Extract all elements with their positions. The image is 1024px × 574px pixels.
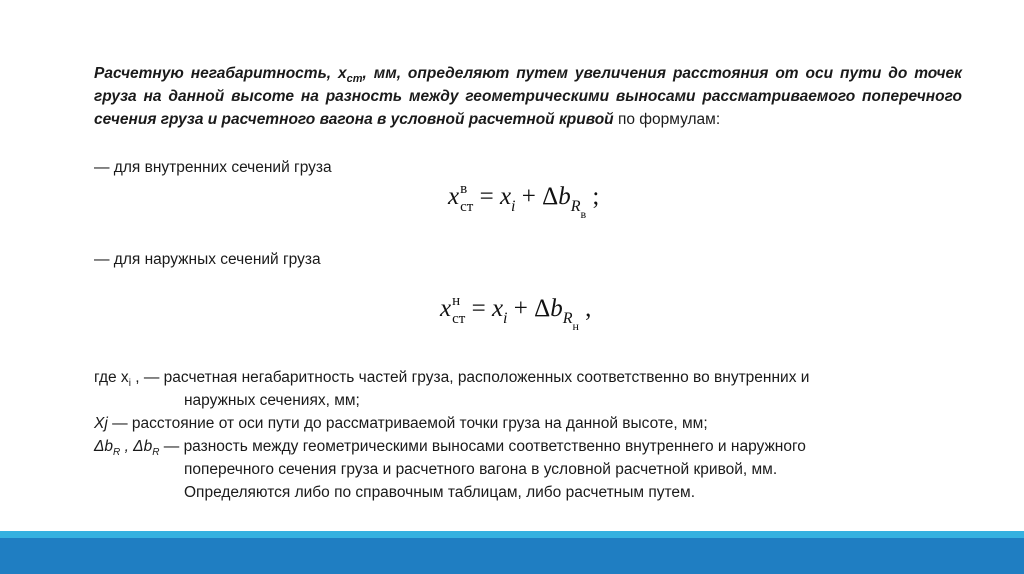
definition-xi-continued: наружных сечениях, мм; [184,392,360,409]
formula-inner-var: x [448,183,460,211]
footer-bar-light [0,531,1024,538]
formula-inner-sup: в [460,181,468,197]
formula-outer-supsub [452,294,465,327]
formula-inner-b: b [558,183,571,211]
formula-inner-end: ; [586,183,600,211]
definition-delta-b-continued: поперечного сечения груза и расчетного вагона в условной расчетной кривой, мм. [184,461,778,478]
intro-paragraph [94,62,962,131]
formula-outer-xi-sub: i [503,310,508,328]
formula-outer-end: , [578,295,592,323]
definition-xi-term: где x [94,369,129,386]
formula-inner-r-sub: в [580,207,587,222]
footer-bar-dark [0,538,1024,574]
formula-outer-eq: = [465,295,492,323]
formula-outer-r: R [562,310,573,328]
item-inner: — для внутренних сечений груза [94,159,332,176]
formula-outer-plus: + Δ [507,295,551,323]
formula-outer-r-sub: н [572,319,579,334]
formula-inner-plus: + Δ [515,183,559,211]
formula-inner-xi-sub: i [511,198,516,216]
formula-outer-xi: x [491,295,504,323]
definitions [94,366,974,504]
formula-inner-eq: = [473,183,500,211]
formula-inner-sub: ст [460,199,474,215]
intro-text-2: , мм, определяют путем увеличения расстояния от оси пути до точек груза на данной высоте на разность между геометрическими выносами рассматриваемого поперечного сечения груза и расчетного вагона в условной расчетной кривой [94,65,962,128]
definition-delta-b-term2: , Δb [120,438,153,455]
formula-inner-xi: x [499,183,512,211]
definition-xj-text: — расстояние от оси пути до рассматриваемой точки груза на данной высоте, мм; [107,415,708,432]
definition-xi [94,366,974,389]
formula-outer-b: b [550,295,563,323]
definition-xj-term: Xj [94,415,108,432]
formula-outer-var: x [440,295,452,323]
intro-text-3: по формулам: [613,111,721,128]
definition-delta-b-note: Определяются либо по справочным таблицам, либо расчетным путем. [184,484,696,501]
definition-delta-b-term1: Δb [94,438,114,455]
item-outer: — для наружных сечений груза [94,251,321,268]
definition-delta-b-text: — разность между геометрическими выносами соответственно внутреннего и наружного [159,438,806,455]
definition-xi-sub: i [128,378,131,390]
formula-inner-supsub [460,182,473,215]
definition-delta-b-sub2: R [152,447,160,459]
formula-outer-sup: н [452,293,461,309]
intro-sub: ст [346,73,363,86]
definition-xj [94,412,974,435]
definition-xi-text: , — расчетная негабаритность частей груза, расположенных соответственно во внутренних и [130,369,810,386]
formula-outer [440,294,591,341]
definition-delta-b [94,435,974,458]
definition-delta-b-sub1: R [113,447,121,459]
formula-outer-sub: ст [452,311,466,327]
formula-inner [448,182,599,229]
formula-inner-r: R [570,198,581,216]
intro-text-1: Расчетную негабаритность, x [94,65,347,82]
